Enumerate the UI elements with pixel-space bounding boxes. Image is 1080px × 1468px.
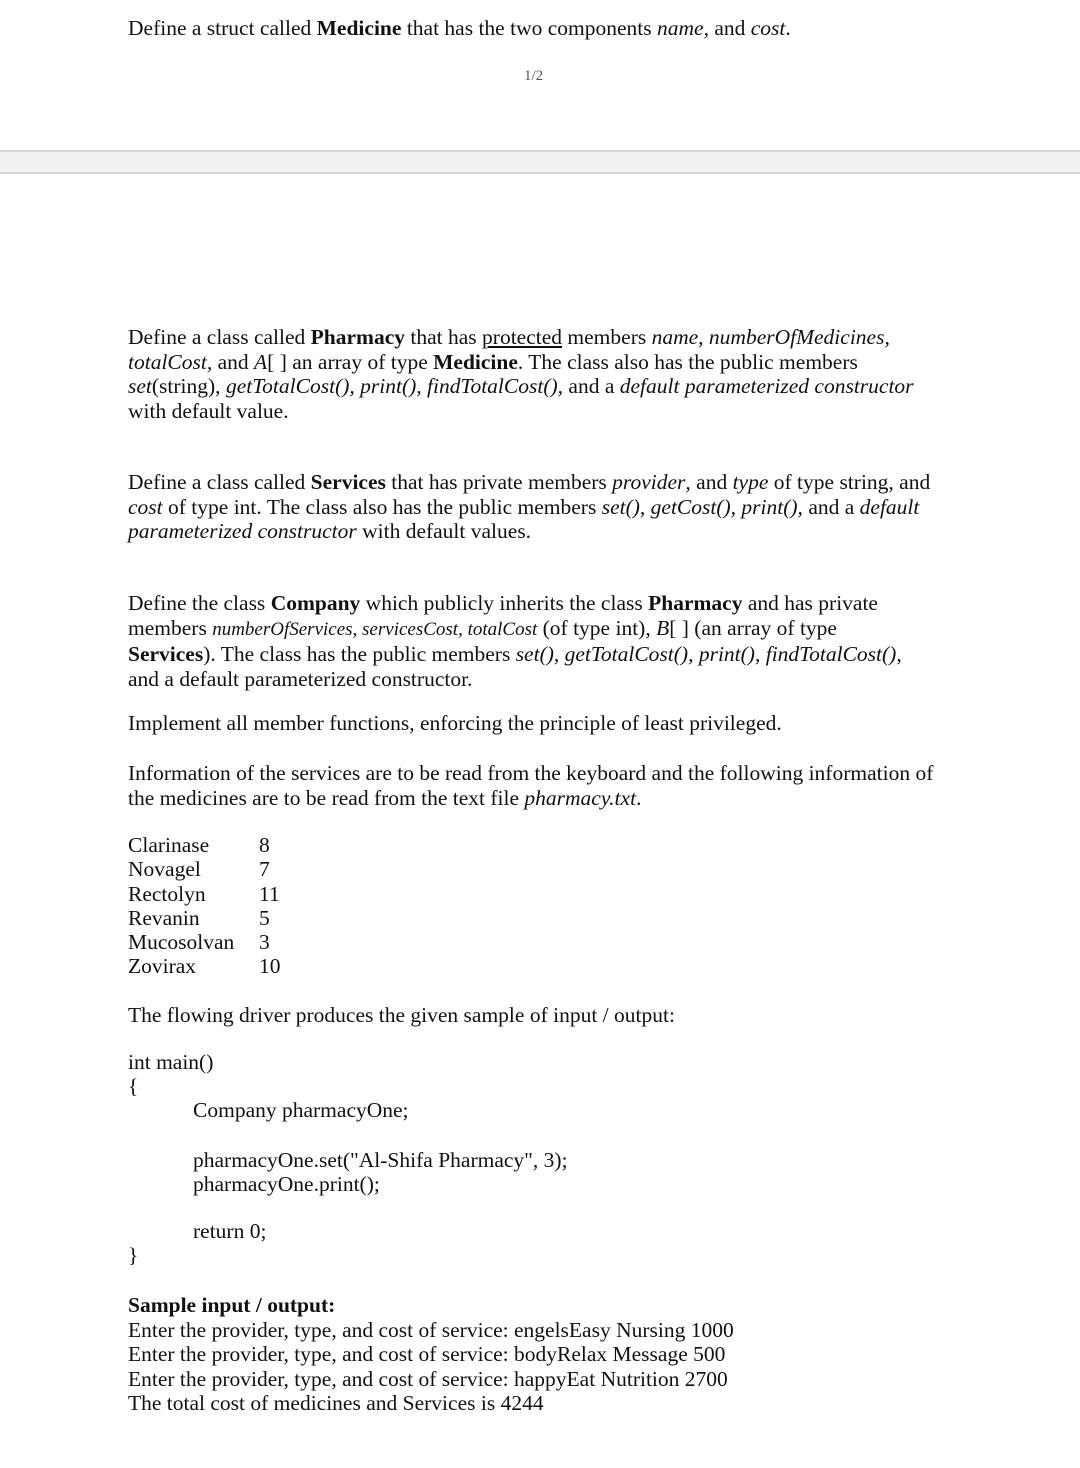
sample-line: Enter the provider, type, and cost of service: bodyRelax Message 500	[128, 1342, 726, 1366]
sample-heading: Sample input / output:	[128, 1293, 336, 1317]
medicine-table	[128, 833, 299, 979]
table-row: Clarinase 8	[128, 833, 270, 857]
code-return: return 0;	[193, 1219, 267, 1243]
struct-paragraph: Define a struct called Medicine that has the two components name, and cost.	[128, 16, 791, 40]
table-row: Rectolyn 11	[128, 881, 280, 906]
sample-line: Enter the provider, type, and cost of service: happyEat Nutrition 2700	[128, 1366, 728, 1391]
code-open-brace: {	[128, 1074, 139, 1098]
sample-line: The total cost of medicines and Services is 4244	[128, 1391, 544, 1415]
pharmacy-paragraph: Define a class called Pharmacy that has protected members name, numberOfMedicines, totalCost, and A[ ] an array of type Medicine. The class also has the public members set(string), getTotalCost(), print(), findTotalCost(), and a default parameterized constructor with default value.	[128, 325, 914, 423]
implement-line: Implement all member functions, enforcing the principle of least privileged.	[128, 711, 782, 735]
code-set-call: pharmacyOne.set("Al-Shifa Pharmacy", 3);	[193, 1148, 568, 1172]
table-row: Zovirax 10	[128, 954, 281, 979]
sample-line: Enter the provider, type, and cost of service: engelsEasy Nursing 1000	[128, 1317, 734, 1342]
driver-intro: The flowing driver produces the given sample of input / output:	[128, 1003, 675, 1027]
code-print-call: pharmacyOne.print();	[193, 1172, 380, 1196]
code-close-brace: }	[128, 1243, 139, 1267]
code-main-signature: int main()	[128, 1050, 214, 1074]
code-declaration: Company pharmacyOne;	[193, 1098, 409, 1122]
info-paragraph: Information of the services are to be read from the keyboard and the following information of the medicines are to be read from the text file pharmacy.txt.	[128, 761, 934, 810]
table-row: Novagel 7	[128, 857, 270, 882]
table-row: Mucosolvan 3	[128, 930, 270, 955]
company-paragraph: Define the class Company which publicly inherits the class Pharmacy and has private members numberOfServices, servicesCost, totalCost (of type int), B[ ] (an array of type Services). The class has the public members set(), getTotalCost(), print(), findTotalCost(), and a default parameterized constructor.	[128, 591, 902, 691]
services-paragraph: Define a class called Services that has private members provider, and type of type string, and cost of type int. The class also has the public members set(), getCost(), print(), and a default parameterized constructor with default values.	[128, 470, 931, 543]
sample-io	[128, 1293, 734, 1416]
page-indicator: 1/2	[524, 68, 544, 84]
table-row: Revanin 5	[128, 905, 270, 930]
page-separator	[0, 150, 1080, 174]
